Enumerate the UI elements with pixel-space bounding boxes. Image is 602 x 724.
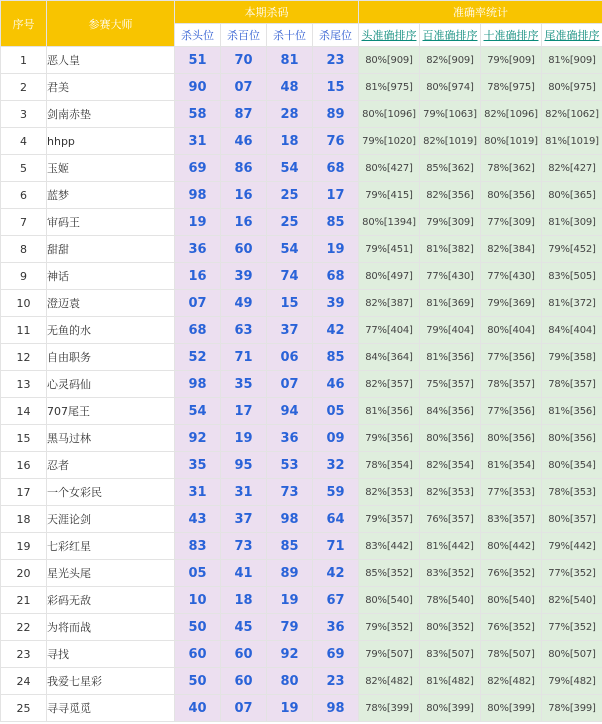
head-accuracy-value: 80%[909] (359, 47, 420, 74)
tail-accuracy-value: 81%[372] (542, 290, 602, 317)
hundred-accuracy-value: 81%[369] (420, 290, 481, 317)
hundred-accuracy-value: 79%[1063] (420, 101, 481, 128)
kill-ten-value: 89 (267, 560, 313, 587)
kill-tail-value: 68 (313, 155, 359, 182)
ten-accuracy-value: 79%[909] (481, 47, 542, 74)
expert-name: 无鱼的水 (47, 317, 175, 344)
kill-ten-value: 36 (267, 425, 313, 452)
kill-head-value: 10 (175, 587, 221, 614)
ten-accuracy-value: 78%[362] (481, 155, 542, 182)
hundred-accuracy-value: 83%[352] (420, 560, 481, 587)
tail-accuracy-value: 80%[354] (542, 452, 602, 479)
table-row (1, 101, 602, 128)
header-kill-hundred: 杀百位 (221, 24, 267, 47)
table-row (1, 155, 602, 182)
ten-accuracy-value: 81%[354] (481, 452, 542, 479)
expert-name: hhpp (47, 128, 175, 155)
kill-ten-value: 53 (267, 452, 313, 479)
kill-ten-value: 94 (267, 398, 313, 425)
expert-name: 七彩红星 (47, 533, 175, 560)
kill-head-value: 98 (175, 182, 221, 209)
kill-ten-value: 28 (267, 101, 313, 128)
kill-head-value: 92 (175, 425, 221, 452)
table-row (1, 479, 602, 506)
expert-name: 彩码无敌 (47, 587, 175, 614)
sort-tail-accuracy-link[interactable]: 尾准确排序 (542, 24, 602, 47)
row-index: 3 (1, 101, 47, 128)
ten-accuracy-value: 77%[430] (481, 263, 542, 290)
kill-ten-value: 18 (267, 128, 313, 155)
table-row (1, 587, 602, 614)
head-accuracy-value: 79%[352] (359, 614, 420, 641)
table-row (1, 641, 602, 668)
expert-name: 寻寻觅觅 (47, 695, 175, 722)
row-index: 13 (1, 371, 47, 398)
row-index: 17 (1, 479, 47, 506)
kill-tail-value: 39 (313, 290, 359, 317)
expert-name: 为将而战 (47, 614, 175, 641)
kill-ten-value: 81 (267, 47, 313, 74)
kill-ten-value: 48 (267, 74, 313, 101)
kill-head-value: 40 (175, 695, 221, 722)
ten-accuracy-value: 78%[507] (481, 641, 542, 668)
ten-accuracy-value: 77%[356] (481, 344, 542, 371)
expert-name: 神话 (47, 263, 175, 290)
tail-accuracy-value: 82%[540] (542, 587, 602, 614)
table-row (1, 317, 602, 344)
expert-name: 707尾王 (47, 398, 175, 425)
kill-head-value: 50 (175, 668, 221, 695)
tail-accuracy-value: 82%[427] (542, 155, 602, 182)
table-row (1, 452, 602, 479)
expert-name: 君美 (47, 74, 175, 101)
kill-hundred-value: 73 (221, 533, 267, 560)
tail-accuracy-value: 77%[352] (542, 560, 602, 587)
kill-hundred-value: 60 (221, 236, 267, 263)
table-row (1, 371, 602, 398)
kill-tail-value: 98 (313, 695, 359, 722)
kill-tail-value: 17 (313, 182, 359, 209)
kill-hundred-value: 16 (221, 182, 267, 209)
head-accuracy-value: 79%[1020] (359, 128, 420, 155)
sort-head-accuracy-link[interactable]: 头准确排序 (359, 24, 420, 47)
kill-hundred-value: 63 (221, 317, 267, 344)
ten-accuracy-value: 82%[1096] (481, 101, 542, 128)
head-accuracy-value: 80%[1394] (359, 209, 420, 236)
kill-tail-value: 23 (313, 668, 359, 695)
kill-head-value: 35 (175, 452, 221, 479)
ten-accuracy-value: 80%[404] (481, 317, 542, 344)
head-accuracy-value: 79%[356] (359, 425, 420, 452)
hundred-accuracy-value: 79%[404] (420, 317, 481, 344)
row-index: 12 (1, 344, 47, 371)
kill-head-value: 05 (175, 560, 221, 587)
kill-ten-value: 92 (267, 641, 313, 668)
kill-hundred-value: 60 (221, 668, 267, 695)
expert-name: 黑马过林 (47, 425, 175, 452)
row-index: 1 (1, 47, 47, 74)
kill-hundred-value: 39 (221, 263, 267, 290)
table-row (1, 128, 602, 155)
head-accuracy-value: 83%[442] (359, 533, 420, 560)
ten-accuracy-value: 80%[399] (481, 695, 542, 722)
row-index: 14 (1, 398, 47, 425)
head-accuracy-value: 80%[427] (359, 155, 420, 182)
kill-head-value: 69 (175, 155, 221, 182)
tail-accuracy-value: 78%[399] (542, 695, 602, 722)
kill-hundred-value: 37 (221, 506, 267, 533)
head-accuracy-value: 82%[387] (359, 290, 420, 317)
table-row (1, 506, 602, 533)
row-index: 25 (1, 695, 47, 722)
hundred-accuracy-value: 80%[974] (420, 74, 481, 101)
hundred-accuracy-value: 75%[357] (420, 371, 481, 398)
table-row (1, 668, 602, 695)
hundred-accuracy-value: 80%[356] (420, 425, 481, 452)
table-row (1, 695, 602, 722)
header-kill-head: 杀头位 (175, 24, 221, 47)
kill-head-value: 83 (175, 533, 221, 560)
head-accuracy-value: 81%[975] (359, 74, 420, 101)
head-accuracy-value: 80%[497] (359, 263, 420, 290)
kill-head-value: 52 (175, 344, 221, 371)
ten-accuracy-value: 77%[353] (481, 479, 542, 506)
tail-accuracy-value: 80%[357] (542, 506, 602, 533)
row-index: 5 (1, 155, 47, 182)
row-index: 23 (1, 641, 47, 668)
ten-accuracy-value: 78%[357] (481, 371, 542, 398)
kill-head-value: 31 (175, 479, 221, 506)
ten-accuracy-value: 78%[975] (481, 74, 542, 101)
kill-ten-value: 19 (267, 695, 313, 722)
kill-head-value: 58 (175, 101, 221, 128)
kill-tail-value: 23 (313, 47, 359, 74)
table-row (1, 344, 602, 371)
kill-ten-value: 74 (267, 263, 313, 290)
kill-hundred-value: 86 (221, 155, 267, 182)
ten-accuracy-value: 77%[309] (481, 209, 542, 236)
kill-hundred-value: 46 (221, 128, 267, 155)
tail-accuracy-value: 80%[365] (542, 182, 602, 209)
head-accuracy-value: 81%[356] (359, 398, 420, 425)
kill-ten-value: 79 (267, 614, 313, 641)
kill-tail-value: 19 (313, 236, 359, 263)
kill-hundred-value: 18 (221, 587, 267, 614)
tail-accuracy-value: 80%[507] (542, 641, 602, 668)
kill-tail-value: 89 (313, 101, 359, 128)
header-kill-group: 本期杀码 (175, 1, 359, 24)
row-index: 4 (1, 128, 47, 155)
ten-accuracy-value: 76%[352] (481, 560, 542, 587)
expert-name: 星光头尾 (47, 560, 175, 587)
kill-head-value: 16 (175, 263, 221, 290)
head-accuracy-value: 78%[354] (359, 452, 420, 479)
head-accuracy-value: 79%[507] (359, 641, 420, 668)
head-accuracy-value: 79%[357] (359, 506, 420, 533)
kill-ten-value: 85 (267, 533, 313, 560)
kill-tail-value: 09 (313, 425, 359, 452)
sort-hundred-accuracy-link[interactable]: 百准确排序 (420, 24, 481, 47)
ten-accuracy-value: 82%[482] (481, 668, 542, 695)
head-accuracy-value: 79%[415] (359, 182, 420, 209)
expert-name: 我爱七星彩 (47, 668, 175, 695)
table-row (1, 74, 602, 101)
row-index: 21 (1, 587, 47, 614)
row-index: 2 (1, 74, 47, 101)
tail-accuracy-value: 81%[1019] (542, 128, 602, 155)
kill-hundred-value: 95 (221, 452, 267, 479)
kill-ten-value: 54 (267, 236, 313, 263)
kill-tail-value: 67 (313, 587, 359, 614)
kill-tail-value: 59 (313, 479, 359, 506)
kill-tail-value: 76 (313, 128, 359, 155)
kill-hundred-value: 49 (221, 290, 267, 317)
head-accuracy-value: 85%[352] (359, 560, 420, 587)
hundred-accuracy-value: 79%[309] (420, 209, 481, 236)
tail-accuracy-value: 81%[909] (542, 47, 602, 74)
table-row (1, 560, 602, 587)
row-index: 9 (1, 263, 47, 290)
expert-name: 玉姬 (47, 155, 175, 182)
hundred-accuracy-value: 80%[352] (420, 614, 481, 641)
expert-name: 心灵码仙 (47, 371, 175, 398)
kill-tail-value: 32 (313, 452, 359, 479)
table-row (1, 263, 602, 290)
kill-head-value: 98 (175, 371, 221, 398)
kill-ten-value: 80 (267, 668, 313, 695)
kill-tail-value: 85 (313, 209, 359, 236)
hundred-accuracy-value: 81%[442] (420, 533, 481, 560)
tail-accuracy-value: 79%[452] (542, 236, 602, 263)
row-index: 6 (1, 182, 47, 209)
kill-tail-value: 68 (313, 263, 359, 290)
kill-head-value: 50 (175, 614, 221, 641)
ten-accuracy-value: 80%[442] (481, 533, 542, 560)
kill-head-value: 90 (175, 74, 221, 101)
hundred-accuracy-value: 78%[540] (420, 587, 481, 614)
table-row (1, 533, 602, 560)
kill-head-value: 07 (175, 290, 221, 317)
kill-head-value: 54 (175, 398, 221, 425)
expert-name: 澄迈袁 (47, 290, 175, 317)
kill-ten-value: 98 (267, 506, 313, 533)
head-accuracy-value: 77%[404] (359, 317, 420, 344)
ten-accuracy-value: 80%[356] (481, 425, 542, 452)
tail-accuracy-value: 81%[309] (542, 209, 602, 236)
kill-ten-value: 73 (267, 479, 313, 506)
head-accuracy-value: 80%[1096] (359, 101, 420, 128)
kill-hundred-value: 07 (221, 74, 267, 101)
hundred-accuracy-value: 81%[356] (420, 344, 481, 371)
kill-hundred-value: 31 (221, 479, 267, 506)
head-accuracy-value: 80%[540] (359, 587, 420, 614)
table-row (1, 290, 602, 317)
head-accuracy-value: 82%[357] (359, 371, 420, 398)
row-index: 22 (1, 614, 47, 641)
row-index: 10 (1, 290, 47, 317)
ten-accuracy-value: 77%[356] (481, 398, 542, 425)
hundred-accuracy-value: 83%[507] (420, 641, 481, 668)
head-accuracy-value: 79%[451] (359, 236, 420, 263)
table-row (1, 425, 602, 452)
expert-name: 寻找 (47, 641, 175, 668)
kill-hundred-value: 70 (221, 47, 267, 74)
ten-accuracy-value: 80%[1019] (481, 128, 542, 155)
ten-accuracy-value: 79%[369] (481, 290, 542, 317)
kill-ten-value: 25 (267, 209, 313, 236)
tail-accuracy-value: 78%[353] (542, 479, 602, 506)
row-index: 16 (1, 452, 47, 479)
kill-ten-value: 06 (267, 344, 313, 371)
expert-name: 一个女彩民 (47, 479, 175, 506)
hundred-accuracy-value: 80%[399] (420, 695, 481, 722)
kill-hundred-value: 71 (221, 344, 267, 371)
ten-accuracy-value: 76%[352] (481, 614, 542, 641)
table-row (1, 182, 602, 209)
kill-tail-value: 42 (313, 317, 359, 344)
tail-accuracy-value: 79%[482] (542, 668, 602, 695)
kill-tail-value: 64 (313, 506, 359, 533)
kill-hundred-value: 17 (221, 398, 267, 425)
tail-accuracy-value: 81%[356] (542, 398, 602, 425)
table-row (1, 209, 602, 236)
kill-head-value: 60 (175, 641, 221, 668)
kill-hundred-value: 87 (221, 101, 267, 128)
head-accuracy-value: 82%[482] (359, 668, 420, 695)
hundred-accuracy-value: 77%[430] (420, 263, 481, 290)
expert-name: 自由职务 (47, 344, 175, 371)
expert-name: 剑南赤垫 (47, 101, 175, 128)
kill-tail-value: 42 (313, 560, 359, 587)
row-index: 8 (1, 236, 47, 263)
header-index: 序号 (1, 1, 47, 47)
kill-tail-value: 46 (313, 371, 359, 398)
kill-hundred-value: 35 (221, 371, 267, 398)
header-expert: 参赛大师 (47, 1, 175, 47)
head-accuracy-value: 82%[353] (359, 479, 420, 506)
kill-head-value: 43 (175, 506, 221, 533)
head-accuracy-value: 84%[364] (359, 344, 420, 371)
kill-hundred-value: 16 (221, 209, 267, 236)
expert-name: 审码王 (47, 209, 175, 236)
hundred-accuracy-value: 82%[356] (420, 182, 481, 209)
kill-tail-value: 36 (313, 614, 359, 641)
kill-head-value: 68 (175, 317, 221, 344)
header-kill-tail: 杀尾位 (313, 24, 359, 47)
kill-ten-value: 37 (267, 317, 313, 344)
hundred-accuracy-value: 85%[362] (420, 155, 481, 182)
hundred-accuracy-value: 76%[357] (420, 506, 481, 533)
row-index: 19 (1, 533, 47, 560)
kill-head-value: 31 (175, 128, 221, 155)
ten-accuracy-value: 80%[356] (481, 182, 542, 209)
kill-tail-value: 05 (313, 398, 359, 425)
expert-name: 恶人皇 (47, 47, 175, 74)
hundred-accuracy-value: 81%[382] (420, 236, 481, 263)
table-row (1, 398, 602, 425)
tail-accuracy-value: 80%[975] (542, 74, 602, 101)
header-kill-ten: 杀十位 (267, 24, 313, 47)
ten-accuracy-value: 82%[384] (481, 236, 542, 263)
head-accuracy-value: 78%[399] (359, 695, 420, 722)
kill-hundred-value: 45 (221, 614, 267, 641)
row-index: 7 (1, 209, 47, 236)
tail-accuracy-value: 84%[404] (542, 317, 602, 344)
ten-accuracy-value: 83%[357] (481, 506, 542, 533)
row-index: 15 (1, 425, 47, 452)
tail-accuracy-value: 78%[357] (542, 371, 602, 398)
kill-hundred-value: 07 (221, 695, 267, 722)
hundred-accuracy-value: 82%[909] (420, 47, 481, 74)
row-index: 20 (1, 560, 47, 587)
hundred-accuracy-value: 82%[353] (420, 479, 481, 506)
kill-hundred-value: 41 (221, 560, 267, 587)
header-accuracy-group: 准确率统计 (359, 1, 602, 24)
tail-accuracy-value: 80%[356] (542, 425, 602, 452)
expert-name: 蓝梦 (47, 182, 175, 209)
kill-tail-value: 85 (313, 344, 359, 371)
kill-tail-value: 71 (313, 533, 359, 560)
kill-tail-value: 15 (313, 74, 359, 101)
hundred-accuracy-value: 84%[356] (420, 398, 481, 425)
table-row (1, 614, 602, 641)
kill-ten-value: 19 (267, 587, 313, 614)
kill-ten-value: 15 (267, 290, 313, 317)
expert-name: 天涯论剑 (47, 506, 175, 533)
tail-accuracy-value: 83%[505] (542, 263, 602, 290)
table-row (1, 47, 602, 74)
hundred-accuracy-value: 82%[1019] (420, 128, 481, 155)
kill-hundred-value: 19 (221, 425, 267, 452)
kill-head-value: 51 (175, 47, 221, 74)
table-body (1, 47, 602, 722)
ten-accuracy-value: 80%[540] (481, 587, 542, 614)
row-index: 11 (1, 317, 47, 344)
sort-ten-accuracy-link[interactable]: 十准确排序 (481, 24, 542, 47)
kill-ten-value: 25 (267, 182, 313, 209)
tail-accuracy-value: 77%[352] (542, 614, 602, 641)
kill-head-value: 36 (175, 236, 221, 263)
kill-ten-value: 54 (267, 155, 313, 182)
kill-tail-value: 69 (313, 641, 359, 668)
tail-accuracy-value: 82%[1062] (542, 101, 602, 128)
row-index: 24 (1, 668, 47, 695)
hundred-accuracy-value: 81%[482] (420, 668, 481, 695)
table-row (1, 236, 602, 263)
row-index: 18 (1, 506, 47, 533)
expert-name: 忍者 (47, 452, 175, 479)
hundred-accuracy-value: 82%[354] (420, 452, 481, 479)
tail-accuracy-value: 79%[358] (542, 344, 602, 371)
kill-ten-value: 07 (267, 371, 313, 398)
kill-hundred-value: 60 (221, 641, 267, 668)
kill-head-value: 19 (175, 209, 221, 236)
expert-name: 甜甜 (47, 236, 175, 263)
tail-accuracy-value: 79%[442] (542, 533, 602, 560)
